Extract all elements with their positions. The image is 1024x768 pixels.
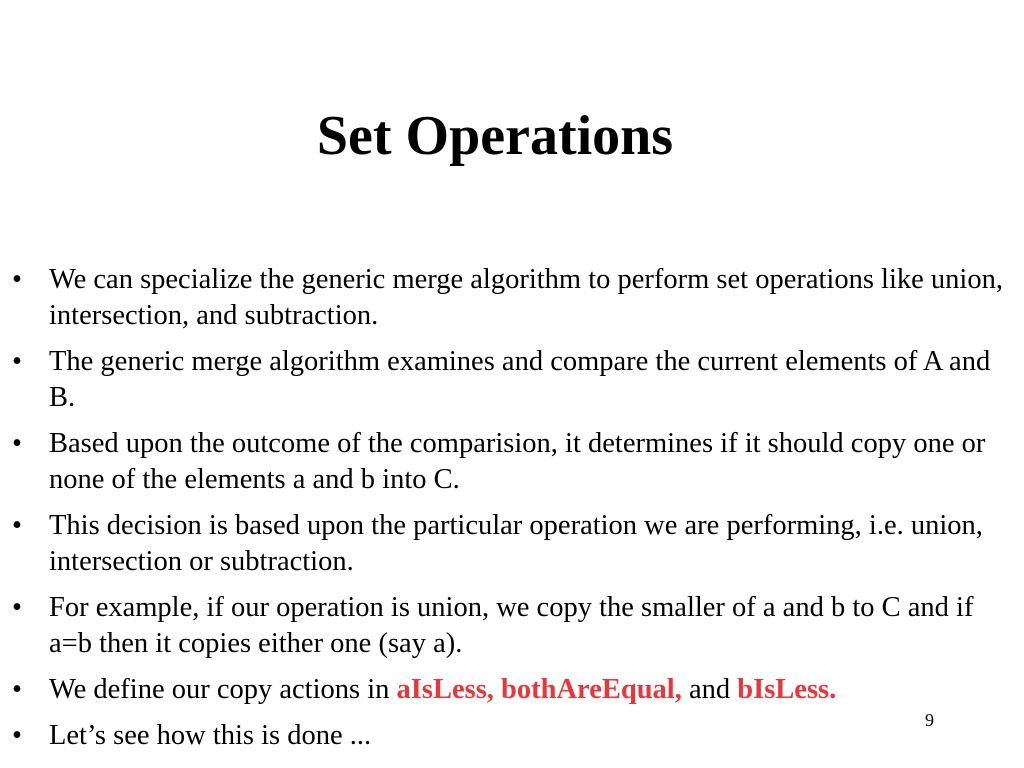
bullet-item xyxy=(0,426,1024,498)
bullet-text: This decision is based upon the particular operation we are performing, i.e. union, intersection or subtraction. xyxy=(49,510,983,577)
bullet-text: We can specialize the generic merge algorithm to perform set operations like union, intersection, and subtraction. xyxy=(49,264,1003,331)
bullet-marker: • xyxy=(12,510,22,541)
bullet-text-middle: and xyxy=(681,674,738,705)
bullet-item xyxy=(0,344,1024,416)
bullet-text: The generic merge algorithm examines and compare the current elements of A and B. xyxy=(49,346,991,413)
bullet-text: For example, if our operation is union, we copy the smaller of a and b to C and if a=b then it copies either one (say a). xyxy=(49,592,974,659)
bullet-item xyxy=(0,508,1024,580)
bullet-marker: • xyxy=(12,592,22,623)
bullet-text: Based upon the outcome of the comparision, it determines if it should copy one or none of the elements a and b into C. xyxy=(49,428,986,495)
slide-title: Set Operations xyxy=(316,105,674,167)
bullet-text: Let’s see how this is done ... xyxy=(49,720,372,751)
bullet-marker: • xyxy=(12,346,22,377)
bullet-marker: • xyxy=(12,674,22,705)
bullet-text-before: We define our copy actions in xyxy=(49,674,397,705)
bullet-marker: • xyxy=(12,264,22,295)
highlighted-action-name: bIsLess. xyxy=(737,674,837,705)
bullet-list xyxy=(0,262,1024,764)
bullet-item xyxy=(0,590,1024,662)
bullet-marker: • xyxy=(12,428,22,459)
bullet-item xyxy=(0,672,1024,708)
highlighted-action-names: aIsLess, bothAreEqual, xyxy=(396,674,682,705)
bullet-item xyxy=(0,718,1024,754)
bullet-item xyxy=(0,262,1024,334)
page-number: 9 xyxy=(925,710,934,730)
bullet-marker: • xyxy=(12,720,22,751)
